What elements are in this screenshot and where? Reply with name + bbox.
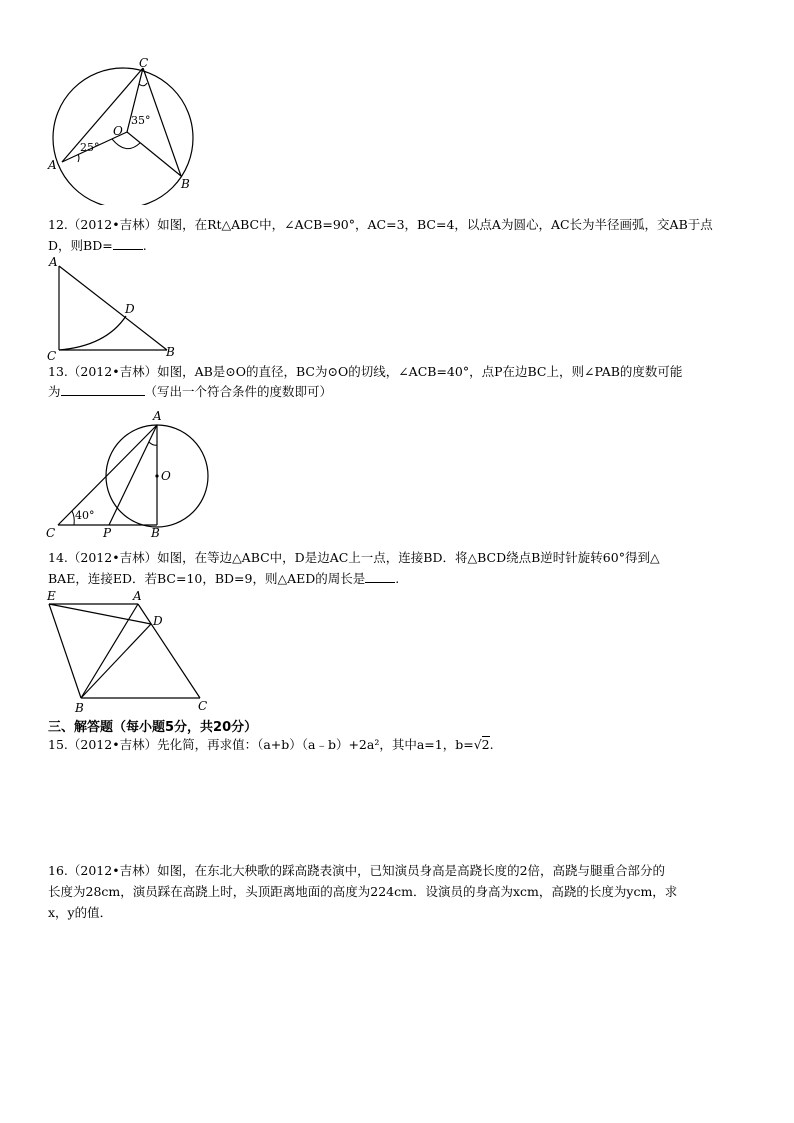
section-heading-3: 三、解答题（每小题5分，共20分） <box>48 720 258 735</box>
answer-blank-13[interactable] <box>61 395 145 396</box>
answer-blank-14[interactable] <box>365 582 395 583</box>
segment-bd <box>81 624 151 698</box>
label-o: O <box>161 469 171 483</box>
label-o: O <box>113 124 123 138</box>
label-a: A <box>48 158 57 172</box>
label-c: C <box>139 56 149 70</box>
label-a: A <box>153 409 162 423</box>
angle-arc-o <box>112 139 140 149</box>
question-13-line2 <box>48 383 332 401</box>
answer-blank-12[interactable] <box>113 249 143 250</box>
question-13-line2-pre: 为 <box>48 384 61 399</box>
angle-label-25: 25° <box>80 141 100 154</box>
label-c: C <box>46 526 56 540</box>
label-c: C <box>47 349 57 363</box>
label-a: A <box>49 255 58 269</box>
question-15-text: 15.（2012•吉林）先化简，再求值：（a+b）（a﹣b）+2a²，其中a=1，b= <box>48 737 474 752</box>
question-16-line1: 16.（2012•吉林）如图，在东北大秧歌的踩高跷表演中，已知演员身高是高跷长度的2倍，高跷与腿重合部分的 <box>48 863 666 878</box>
label-b: B <box>181 177 190 191</box>
segment-ca <box>58 425 157 525</box>
question-13-line2-post: （写出一个符合条件的度数即可） <box>144 384 333 399</box>
label-b: B <box>75 701 84 714</box>
question-15-period: . <box>489 737 494 752</box>
arc-cd <box>59 316 126 350</box>
segment-ab <box>59 266 167 350</box>
label-d: D <box>125 302 135 316</box>
angle-arc-c <box>139 83 147 86</box>
figure-q14-rotation <box>42 588 222 714</box>
label-e: E <box>47 589 56 603</box>
label-p: P <box>103 526 112 540</box>
question-12-line2 <box>48 237 147 255</box>
figure-q13-circle-tangent <box>42 405 222 545</box>
sqrt-argument: 2 <box>481 737 490 752</box>
segment-ab <box>81 604 138 698</box>
label-d: D <box>153 614 163 628</box>
label-b: B <box>166 345 175 359</box>
question-12-period: . <box>142 238 147 253</box>
question-14-line1: 14.（2012•吉林）如图，在等边△ABC中，D是边AC上一点，连接BD．将△BCD绕点B逆时针旋转60°得到△ <box>48 550 660 565</box>
question-12-line2-text: D，则BD= <box>48 238 113 253</box>
question-16-line3: x，y的值． <box>48 905 113 920</box>
angle-label-40: 40° <box>75 509 95 522</box>
angle-label-35: 35° <box>131 114 151 127</box>
segment-ac <box>138 604 200 698</box>
question-14-line2-pre: BAE，连接ED．若BC=10，BD=9，则△AED的周长是 <box>48 571 366 586</box>
figure-q12-triangle <box>44 254 184 364</box>
question-13-line1: 13.（2012•吉林）如图，AB是⊙O的直径，BC为⊙O的切线，∠ACB=40°，点P在边BC上，则∠PAB的度数可能 <box>48 364 683 379</box>
sqrt-sign: √ <box>473 737 482 752</box>
label-c: C <box>198 699 208 713</box>
label-a: A <box>133 589 142 603</box>
question-12-line1: 12.（2012•吉林）如图，在Rt△ABC中，∠ACB=90°，AC=3，BC=4，以点A为圆心，AC长为半径画弧，交AB于点 <box>48 217 713 232</box>
circle-o <box>53 68 193 205</box>
angle-arc-pab <box>149 442 157 445</box>
figure-q11-circle <box>40 55 210 205</box>
angle-arc-c <box>72 511 74 525</box>
question-15 <box>48 736 494 754</box>
point-o <box>155 474 158 477</box>
segment-eb <box>49 604 81 698</box>
question-14-period: . <box>395 571 400 586</box>
angle-arc-a <box>78 154 79 162</box>
question-14-line2 <box>48 570 399 588</box>
segment-pa <box>109 425 157 525</box>
label-b: B <box>151 526 160 540</box>
question-16-line2: 长度为28cm，演员踩在高跷上时，头顶距离地面的高度为224cm．设演员的身高为xcm，高跷的长度为ycm，求 <box>48 884 678 899</box>
